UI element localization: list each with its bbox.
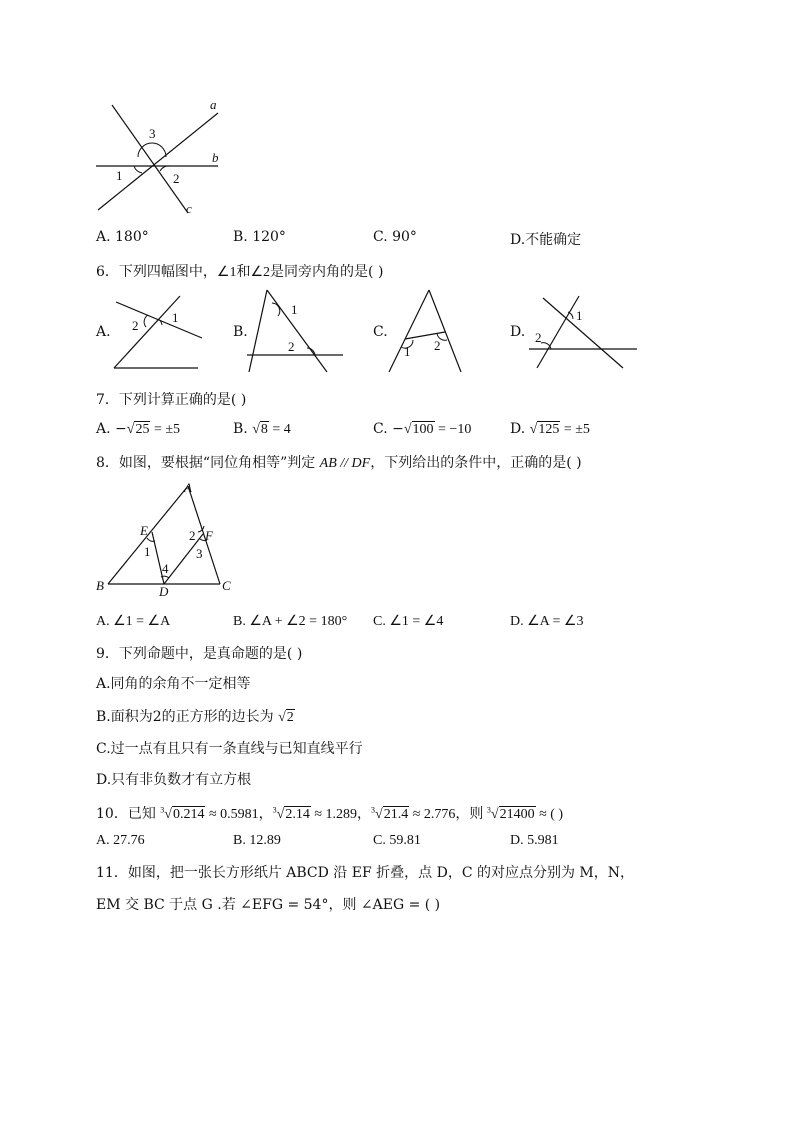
q6-stem — [96, 261, 383, 281]
q7c-post: = −10 — [434, 422, 472, 437]
q5-option-a: A. 180° — [96, 229, 149, 245]
q9b-radicand: 2 — [286, 710, 294, 725]
q9-option-a: A.同角的余角不一定相等 — [96, 676, 251, 692]
q10-index-4: 3 — [486, 805, 491, 815]
q8-stem-math: AB // DF — [319, 456, 371, 471]
q6d-label-2: 2 — [535, 330, 542, 345]
q6-angle-2: ∠2 — [250, 265, 271, 280]
q6a-label-1: 1 — [172, 310, 179, 325]
q6-fig-c-label: C. — [373, 324, 388, 340]
q9-option-c: C.过一点有且只有一条直线与已知直线平行 — [96, 741, 363, 757]
q7a-pre: A. − — [96, 421, 127, 437]
q8-label-4: 4 — [162, 561, 169, 576]
q7c-radicand: 100 — [412, 422, 434, 437]
q10-option-b: B. 12.89 — [233, 833, 281, 848]
q6-figure-b — [245, 288, 345, 376]
q8-label-b: B — [96, 578, 104, 593]
q5-label-2: 2 — [173, 171, 180, 186]
q8-option-d: D. ∠A = ∠3 — [510, 614, 584, 629]
q5-label-3: 3 — [149, 126, 156, 141]
q7-stem: 7．下列计算正确的是( ) — [96, 392, 247, 408]
q8-label-1: 1 — [144, 544, 151, 559]
q6-stem-pre: 6．下列四幅图中， — [96, 264, 217, 280]
q10-stem: 10．已知 $^3$√0.214 ≈ 0.5981，$^3$√2.14 ≈ 1.289，$^3$√21.4 ≈ 2.776，则 $^3$√21400 ≈ ( ) — [96, 805, 564, 822]
q10-radicand-2: 2.14 — [285, 807, 310, 822]
q8-figure — [92, 478, 242, 600]
q8-label-e: E — [140, 523, 148, 538]
q7d-post: = ±5 — [560, 422, 590, 437]
q9-option-b: B.面积为2的正方形的边长为 √2 — [96, 709, 294, 725]
q7-option-d: D. √125 = ±5 — [510, 421, 590, 437]
q11-stem-line1: 11．如图，把一张长方形纸片 ABCD 沿 EF 折叠，点 D，C 的对应点分别为 M，N， — [96, 865, 635, 881]
q7b-pre: B. — [233, 421, 253, 437]
q6c-label-2: 2 — [434, 338, 441, 353]
q10-index-2: 3 — [272, 805, 277, 815]
q10-value-3: ≈ 2.776，则 — [409, 807, 487, 822]
q9b-pre: B.面积为2的正方形的边长为 — [96, 709, 279, 725]
q9-stem: 9．下列命题中，是真命题的是( ) — [96, 646, 303, 662]
q6c-label-1: 1 — [404, 344, 411, 359]
q6a-label-2: 2 — [132, 318, 139, 333]
q10-option-c: C. 59.81 — [373, 833, 421, 848]
q10-stem-pre: 10．已知 — [96, 806, 161, 822]
q8-stem-post: ，下列给出的条件中，正确的是( ) — [370, 455, 582, 471]
q10-value-1: ≈ 0.5981， — [205, 807, 273, 822]
q5-figure — [90, 95, 230, 220]
q6-fig-d-label: D. — [510, 324, 526, 340]
q10-index-3: 3 — [371, 805, 376, 815]
q6-fig-a-label: A. — [96, 324, 111, 340]
q7-option-c: C. −√100 = −10 — [373, 421, 472, 437]
q8-label-c: C — [222, 578, 231, 593]
q8-label-3: 3 — [196, 546, 203, 561]
q10-value-2: ≈ 1.289， — [310, 807, 372, 822]
q7c-pre: C. − — [373, 421, 404, 437]
q8-stem — [96, 452, 582, 472]
q7-option-b: B. √8 = 4 — [233, 421, 291, 437]
q8-label-a: A — [184, 480, 192, 495]
q5-option-b: B. 120° — [233, 229, 286, 245]
q7b-radicand: 8 — [260, 422, 268, 437]
q8-option-c: C. ∠1 = ∠4 — [373, 614, 444, 629]
q6-fig-b-label: B. — [233, 324, 248, 340]
q10-radicand-4: 21400 — [499, 807, 535, 822]
q7b-post: = 4 — [268, 422, 291, 437]
q5-label-a: a — [210, 97, 217, 112]
q7d-pre: D. — [510, 421, 530, 437]
q6b-label-1: 1 — [291, 302, 298, 317]
q8-stem-pre: 8．如图，要根据“同位角相等”判定 — [96, 455, 320, 471]
q5-label-c: c — [186, 201, 192, 216]
q10-radicand-3: 21.4 — [383, 807, 409, 822]
q6d-label-1: 1 — [576, 308, 583, 323]
q5-option-d: D.不能确定 — [510, 232, 582, 248]
q8-label-2: 2 — [189, 528, 196, 543]
q7a-post: = ±5 — [150, 422, 181, 437]
q10-radicand-1: 0.214 — [172, 807, 205, 822]
q6-stem-post: 是同旁内角的是( ) — [270, 264, 384, 280]
q10-option-d: D. 5.981 — [510, 833, 559, 848]
q7a-radicand: 25 — [135, 422, 150, 437]
q10-index-1: 3 — [160, 805, 165, 815]
q6-figure-a — [110, 290, 205, 370]
q5-label-1: 1 — [116, 168, 123, 183]
q6-stem-mid: 和 — [236, 264, 251, 280]
q9-option-d: D.只有非负数才有立方根 — [96, 772, 252, 788]
q6-angle-1: ∠1 — [216, 265, 237, 280]
q8-label-d: D — [159, 584, 169, 599]
q10-option-a: A. 27.76 — [96, 833, 145, 848]
q7-option-a: A. −√25 = ±5 — [96, 421, 181, 437]
q5-option-c: C. 90° — [373, 229, 417, 245]
q7d-radicand: 125 — [538, 422, 560, 437]
q5-label-b: b — [212, 150, 219, 165]
q6-figure-c — [385, 288, 465, 376]
q8-option-b: B. ∠A + ∠2 = 180° — [233, 614, 348, 629]
q6b-label-2: 2 — [288, 339, 295, 354]
q6-figure-d — [525, 292, 640, 372]
q10-value-4: ≈ ( ) — [535, 807, 564, 822]
q11-stem-line2: EM 交 BC 于点 G .若 ∠EFG = 54°，则 ∠AEG = ( ) — [96, 897, 441, 913]
q8-option-a: A. ∠1 = ∠A — [96, 614, 171, 629]
q8-label-f: F — [205, 528, 213, 543]
